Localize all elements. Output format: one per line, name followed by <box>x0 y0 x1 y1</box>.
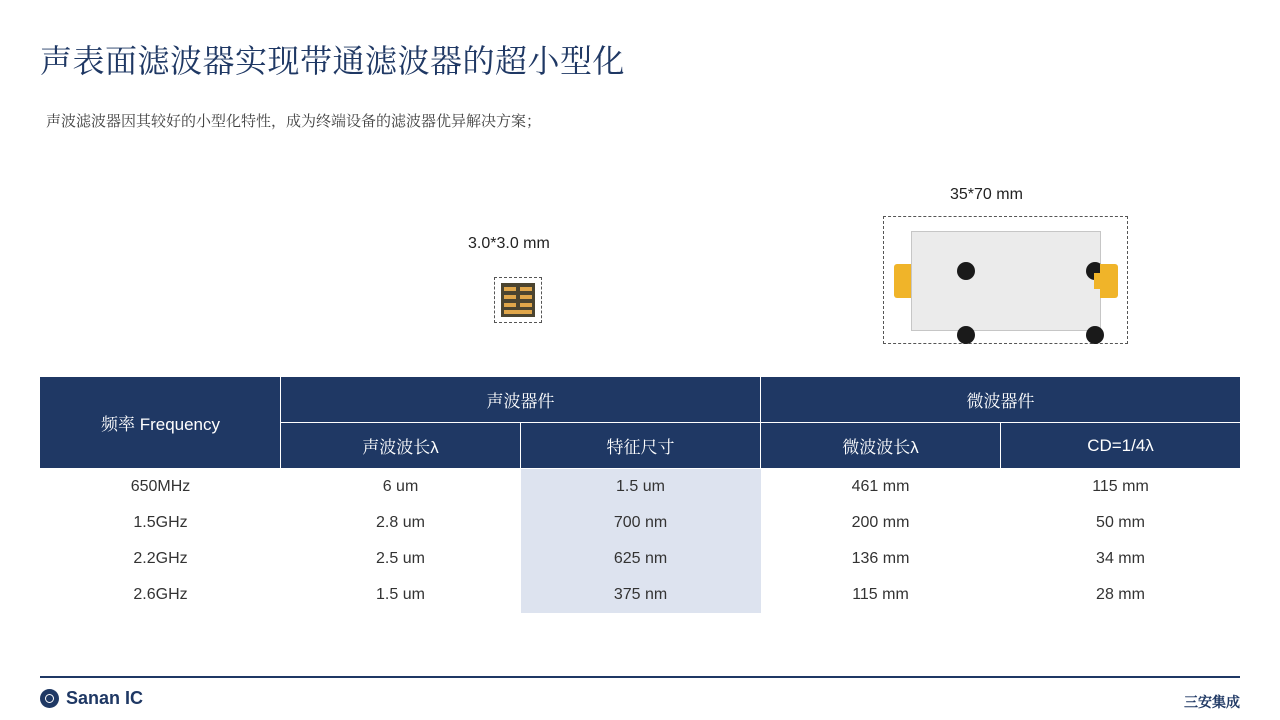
cell-microwave-wavelength: 136 mm <box>761 541 1001 577</box>
cell-feature-size: 1.5 um <box>521 469 761 506</box>
screw-icon <box>957 326 975 344</box>
footer-divider <box>40 676 1240 678</box>
sanan-logo-icon <box>40 689 59 708</box>
cell-microwave-wavelength: 115 mm <box>761 577 1001 613</box>
table-row <box>41 577 1241 613</box>
saw-figure-caption: 3.0*3.0 mm <box>468 235 550 252</box>
cell-acoustic-wavelength: 2.5 um <box>281 541 521 577</box>
cell-feature-size: 625 nm <box>521 541 761 577</box>
header-acoustic-wavelength: 声波波长λ <box>281 423 521 469</box>
cell-acoustic-wavelength: 2.8 um <box>281 505 521 541</box>
footer-logo <box>40 688 143 709</box>
footer-brand-label: Sanan IC <box>66 688 144 708</box>
cell-frequency: 650MHz <box>41 469 281 506</box>
table-row <box>41 505 1241 541</box>
header-microwave-wavelength: 微波波长λ <box>761 423 1001 469</box>
saw-chip-icon <box>501 283 535 317</box>
cell-acoustic-wavelength: 1.5 um <box>281 577 521 613</box>
footer-brand-cn-label: 三安集成 <box>1184 694 1240 710</box>
cell-feature-size: 700 nm <box>521 505 761 541</box>
cell-cd: 28 mm <box>1001 577 1241 613</box>
page-title: 声表面滤波器实现带通滤波器的超小型化 <box>40 43 626 79</box>
cell-frequency: 2.2GHz <box>41 541 281 577</box>
cell-cd: 34 mm <box>1001 541 1241 577</box>
header-feature-size: 特征尺寸 <box>521 423 761 469</box>
screw-icon <box>957 262 975 280</box>
cavity-body <box>911 231 1101 331</box>
cell-frequency: 2.6GHz <box>41 577 281 613</box>
cell-cd: 115 mm <box>1001 469 1241 506</box>
spec-table-wrap <box>40 376 1240 613</box>
spec-table <box>40 376 1241 613</box>
table-row <box>41 469 1241 506</box>
cell-frequency: 1.5GHz <box>41 505 281 541</box>
connector-right-icon <box>1100 264 1118 298</box>
subtitle-text: 声波滤波器因其较好的小型化特性，成为终端设备的滤波器优异解决方案； <box>46 113 542 130</box>
cell-microwave-wavelength: 200 mm <box>761 505 1001 541</box>
cavity-figure-caption: 35*70 mm <box>950 186 1023 203</box>
cell-acoustic-wavelength: 6 um <box>281 469 521 506</box>
cell-cd: 50 mm <box>1001 505 1241 541</box>
table-row <box>41 541 1241 577</box>
cell-microwave-wavelength: 461 mm <box>761 469 1001 506</box>
header-frequency: 频率 Frequency <box>41 377 281 469</box>
saw-filter-figure <box>494 277 542 323</box>
cavity-filter-figure <box>883 216 1128 344</box>
cell-feature-size: 375 nm <box>521 577 761 613</box>
header-acoustic-group: 声波器件 <box>281 377 761 423</box>
screw-icon <box>1086 326 1104 344</box>
header-microwave-group: 微波器件 <box>761 377 1241 423</box>
header-cd: CD=1/4λ <box>1001 423 1241 469</box>
table-header-row-1 <box>41 377 1241 423</box>
